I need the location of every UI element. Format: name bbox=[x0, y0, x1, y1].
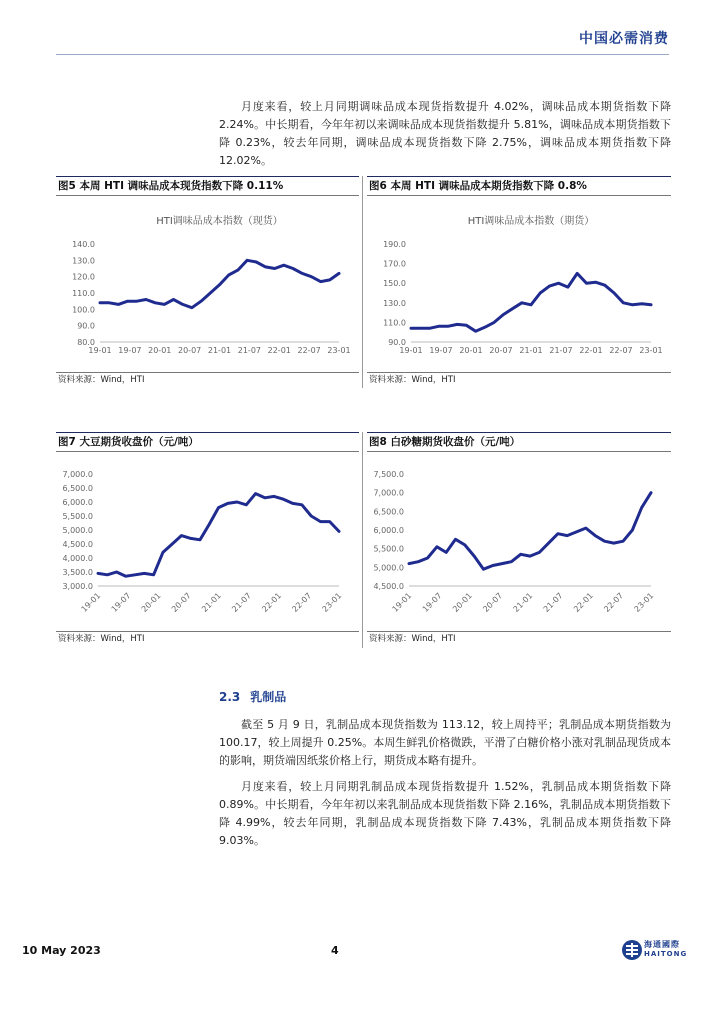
page-number: 4 bbox=[331, 944, 339, 957]
paragraph-seasoning-monthly: 月度来看，较上月同期调味品成本现货指数提升 4.02%，调味品成本期货指数下降 2.24%。中长期看，今年年初以来调味品成本现货指数提升 5.81%，调味品成本期货指数下降 0.23%，较去年同期，调味品成本现货指数下降 2.75%，调味品成本期货指数下降 12.02%。 bbox=[219, 100, 671, 167]
y-tick-label: 3,000.0 bbox=[62, 582, 93, 591]
y-tick-label: 7,000.0 bbox=[373, 488, 404, 498]
section-heading bbox=[219, 688, 296, 705]
series-line bbox=[100, 260, 339, 307]
x-tick-label: 20-01 bbox=[148, 346, 172, 355]
x-tick-label: 22-01 bbox=[572, 591, 595, 614]
figure-column-divider bbox=[362, 176, 363, 388]
figure-column-divider bbox=[362, 432, 363, 648]
x-tick-label: 20-07 bbox=[169, 591, 193, 614]
y-tick-label: 3,500.0 bbox=[62, 568, 93, 577]
figure-8-title: 图8 白砂糖期货收盘价（元/吨） bbox=[367, 432, 671, 452]
figure-7-title: 图7 大豆期货收盘价（元/吨） bbox=[56, 432, 359, 452]
figure-8-chart bbox=[367, 456, 671, 626]
logo-text-en: HAITONG bbox=[644, 950, 688, 958]
x-tick-label: 19-07 bbox=[420, 591, 444, 614]
x-tick-label: 21-07 bbox=[541, 591, 565, 614]
x-tick-label: 22-07 bbox=[297, 346, 321, 355]
y-tick-label: 110.0 bbox=[383, 318, 406, 328]
x-tick-label: 21-01 bbox=[511, 591, 535, 614]
x-tick-label: 22-01 bbox=[579, 346, 603, 355]
y-tick-label: 100.0 bbox=[72, 305, 95, 315]
y-tick-label: 110.0 bbox=[72, 289, 95, 298]
y-tick-label: 5,500.0 bbox=[62, 512, 93, 521]
series-line bbox=[409, 493, 651, 570]
figure-5-title: 图5 本周 HTI 调味品成本现货指数下降 0.11% bbox=[56, 176, 359, 196]
y-tick-label: 5,500.0 bbox=[373, 544, 404, 554]
y-tick-label: 6,000.0 bbox=[373, 526, 404, 535]
x-tick-label: 22-01 bbox=[260, 591, 284, 614]
x-tick-label: 22-01 bbox=[267, 346, 291, 355]
x-tick-label: 20-01 bbox=[139, 591, 163, 614]
y-tick-label: 7,000.0 bbox=[62, 470, 93, 479]
paragraph-dairy-weekly: 截至 5 月 9 日，乳制品成本现货指数为 113.12，较上周持平；乳制品成本期货指数为 100.17，较上周提升 0.25%。本周生鲜乳价格微跌，平滑了白糖价格小涨对乳制品现货成本的影响，期货端因纸浆价格上行，期货成本略有提升。 bbox=[219, 718, 671, 767]
y-tick-label: 90.0 bbox=[77, 321, 95, 331]
y-tick-label: 150.0 bbox=[383, 279, 406, 289]
section-title: 乳制品 bbox=[250, 690, 287, 704]
chart-title: HTI调味品成本指数（现货） bbox=[156, 216, 283, 227]
y-tick-label: 140.0 bbox=[72, 240, 95, 249]
figure-6-source: 资料来源：Wind，HTI bbox=[367, 372, 671, 388]
x-tick-label: 21-07 bbox=[230, 591, 254, 614]
x-tick-label: 20-07 bbox=[489, 346, 513, 355]
y-tick-label: 5,000.0 bbox=[62, 526, 93, 535]
header-divider bbox=[56, 54, 669, 55]
x-tick-label: 19-07 bbox=[429, 346, 453, 355]
figure-8-source: 资料来源：Wind，HTI bbox=[367, 631, 671, 647]
y-tick-label: 190.0 bbox=[383, 240, 406, 249]
figure-7-source: 资料来源：Wind，HTI bbox=[56, 631, 359, 647]
figure-6-title: 图6 本周 HTI 调味品成本期货指数下降 0.8% bbox=[367, 176, 671, 196]
x-tick-label: 19-01 bbox=[399, 346, 423, 355]
series-line bbox=[411, 273, 651, 331]
y-tick-label: 6,000.0 bbox=[62, 498, 93, 507]
y-tick-label: 4,000.0 bbox=[62, 554, 93, 563]
x-tick-label: 19-01 bbox=[88, 346, 112, 355]
x-tick-label: 21-01 bbox=[200, 591, 223, 614]
y-tick-label: 130.0 bbox=[383, 298, 406, 308]
series-line bbox=[98, 494, 339, 577]
y-tick-label: 6,500.0 bbox=[373, 507, 404, 517]
x-tick-label: 22-07 bbox=[609, 346, 633, 355]
chart-title: HTI调味品成本指数（期货） bbox=[467, 216, 595, 227]
page-header-title: 中国必需消费 bbox=[579, 31, 669, 47]
x-tick-label: 23-01 bbox=[327, 346, 351, 355]
x-tick-label: 20-07 bbox=[178, 346, 202, 355]
x-tick-label: 20-07 bbox=[481, 591, 505, 614]
x-tick-label: 23-01 bbox=[639, 346, 663, 355]
x-tick-label: 19-01 bbox=[79, 591, 103, 614]
x-tick-label: 20-01 bbox=[451, 591, 474, 614]
x-tick-label: 21-01 bbox=[207, 346, 232, 355]
x-tick-label: 23-01 bbox=[320, 591, 344, 614]
y-tick-label: 80.0 bbox=[77, 338, 95, 347]
figure-5-source: 资料来源：Wind，HTI bbox=[56, 372, 359, 388]
x-tick-label: 22-07 bbox=[602, 591, 626, 614]
y-tick-label: 120.0 bbox=[72, 272, 95, 282]
y-tick-label: 170.0 bbox=[383, 259, 406, 269]
figure-6-chart bbox=[367, 198, 671, 368]
figure-7-chart bbox=[56, 456, 359, 626]
x-tick-label: 19-07 bbox=[118, 346, 142, 355]
footer-date: 10 May 2023 bbox=[22, 944, 101, 957]
figure-5-chart bbox=[56, 198, 359, 368]
x-tick-label: 23-01 bbox=[632, 591, 656, 614]
y-tick-label: 6,500.0 bbox=[62, 484, 93, 493]
x-tick-label: 21-07 bbox=[237, 346, 261, 355]
x-tick-label: 21-07 bbox=[549, 346, 573, 355]
x-tick-label: 21-01 bbox=[519, 346, 543, 355]
y-tick-label: 4,500.0 bbox=[373, 582, 404, 591]
y-tick-label: 4,500.0 bbox=[62, 540, 93, 549]
paragraph-dairy-monthly: 月度来看，较上月同期乳制品成本现货指数提升 1.52%，乳制品成本期货指数下降 0.89%。中长期看，今年年初以来乳制品成本现货指数下降 2.16%，乳制品成本期货指数下降 4.99%，较去年同期，乳制品成本现货指数下降 7.43%，乳制品成本期货指数下降 9.03%。 bbox=[219, 780, 671, 847]
x-tick-label: 19-07 bbox=[109, 591, 133, 614]
x-tick-label: 22-07 bbox=[290, 591, 314, 614]
section-number: 2.3 bbox=[219, 690, 241, 704]
y-tick-label: 7,500.0 bbox=[373, 470, 404, 479]
logo-text-cn: 海通國際 bbox=[644, 940, 680, 949]
y-tick-label: 90.0 bbox=[388, 338, 406, 347]
y-tick-label: 130.0 bbox=[72, 256, 95, 266]
x-tick-label: 20-01 bbox=[459, 346, 483, 355]
y-tick-label: 5,000.0 bbox=[373, 563, 404, 573]
x-tick-label: 19-01 bbox=[390, 591, 414, 614]
